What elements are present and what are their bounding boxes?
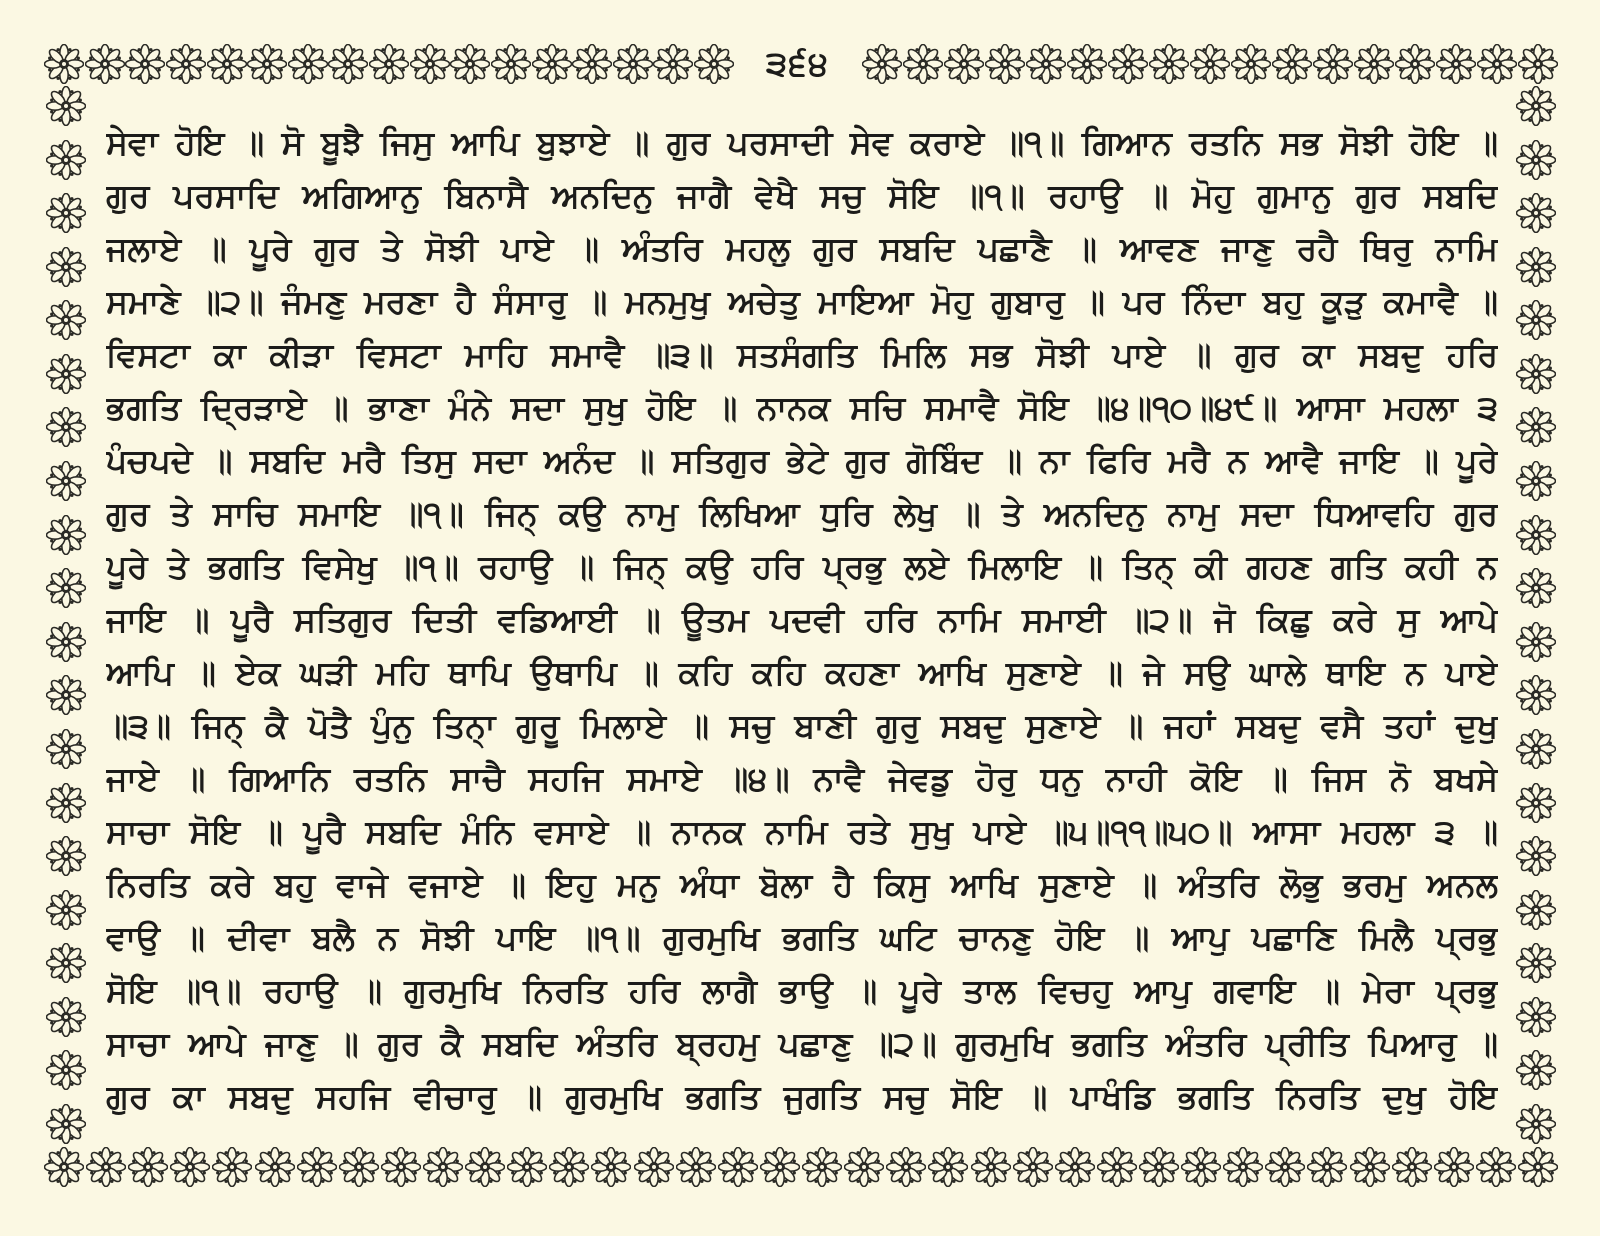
flower-ornament-icon bbox=[985, 44, 1025, 84]
text-line: ॥੩॥ ਜਿਨ੍ ਕੈ ਪੋਤੈ ਪੁੰਨੁ ਤਿਨਾ੍ ਗੁਰੂ ਮਿਲਾਏ ॥ ਸਚੁ ਬਾਣੀ ਗੁਰੁ ਸਬਦੁ ਸੁਣਾਏ ॥ ਜਹਾਂ ਸਬਦੁ ਵਸੈ ਤਹਾਂ ਦੁਖੁ bbox=[106, 706, 1498, 745]
text-line: ਪੰਚਪਦੇ ॥ ਸਬਦਿ ਮਰੈ ਤਿਸੁ ਸਦਾ ਅਨੰਦ ॥ ਸਤਿਗੁਰ ਭੇਟੇ ਗੁਰ ਗੋਬਿੰਦ ॥ ਨਾ ਫਿਰਿ ਮਰੈ ਨ ਆਵੈ ਜਾਇ ॥ ਪੂਰੇ bbox=[106, 441, 1498, 480]
flower-ornament-icon bbox=[1516, 729, 1556, 769]
text-line: ਵਾਉ ॥ ਦੀਵਾ ਬਲੈ ਨ ਸੋਝੀ ਪਾਇ ॥੧॥ ਗੁਰਮੁਖਿ ਭਗਤਿ ਘਟਿ ਚਾਨਣੁ ਹੋਇ ॥ ਆਪੁ ਪਛਾਣਿ ਮਿਲੈ ਪ੍ਰਭੁ bbox=[106, 918, 1498, 957]
flower-ornament-icon bbox=[507, 1147, 547, 1187]
flower-ornament-icon bbox=[676, 1147, 716, 1187]
flower-ornament-icon bbox=[465, 1147, 505, 1187]
flower-ornament-icon bbox=[1395, 44, 1435, 84]
flower-ornament-icon bbox=[903, 44, 943, 84]
flower-ornament-icon bbox=[1516, 675, 1556, 715]
flower-ornament-icon bbox=[255, 1147, 295, 1187]
text-line: ਭਗਤਿ ਦ੍ਰਿੜਾਏ ॥ ਭਾਣਾ ਮੰਨੇ ਸਦਾ ਸੁਖੁ ਹੋਇ ॥ ਨਾਨਕ ਸਚਿ ਸਮਾਵੈ ਸੋਇ ॥੪॥੧੦॥੪੯॥ ਆਸਾ ਮਹਲਾ ੩ bbox=[106, 388, 1498, 427]
flower-ornament-icon bbox=[862, 44, 902, 84]
flower-ornament-icon bbox=[532, 44, 572, 84]
flower-ornament-icon bbox=[46, 193, 86, 233]
flower-ornament-icon bbox=[1516, 354, 1556, 394]
flower-ornament-icon bbox=[44, 44, 84, 84]
flower-ornament-icon bbox=[1516, 515, 1556, 555]
flower-ornament-icon bbox=[1516, 86, 1556, 126]
flower-ornament-icon bbox=[46, 515, 86, 555]
flower-ornament-icon bbox=[1516, 568, 1556, 608]
flower-ornament-icon bbox=[46, 943, 86, 983]
flower-ornament-icon bbox=[1516, 140, 1556, 180]
text-line: ਸੋਇ ॥੧॥ ਰਹਾਉ ॥ ਗੁਰਮੁਖਿ ਨਿਰਤਿ ਹਰਿ ਲਾਗੈ ਭਾਉ ॥ ਪੂਰੇ ਤਾਲ ਵਿਚਹੁ ਆਪੁ ਗਵਾਇ ॥ ਮੇਰਾ ਪ੍ਰਭੁ bbox=[106, 971, 1498, 1010]
flower-ornament-icon bbox=[1392, 1147, 1432, 1187]
flower-ornament-icon bbox=[1190, 44, 1230, 84]
text-line: ਗੁਰ ਕਾ ਸਬਦੁ ਸਹਜਿ ਵੀਚਾਰੁ ॥ ਗੁਰਮੁਖਿ ਭਗਤਿ ਜੁਗਤਿ ਸਚੁ ਸੋਇ ॥ ਪਾਖੰਡਿ ਭਗਤਿ ਨਿਰਤਿ ਦੁਖੁ ਹੋਇ bbox=[106, 1077, 1498, 1116]
flower-ornament-icon bbox=[971, 1147, 1011, 1187]
page-number: ੩੬੪ bbox=[765, 44, 831, 84]
flower-ornament-icon bbox=[802, 1147, 842, 1187]
flower-ornament-icon bbox=[1354, 44, 1394, 84]
flower-ornament-icon bbox=[46, 247, 86, 287]
text-line: ਸਾਚਾ ਸੋਇ ॥ ਪੂਰੈ ਸਬਦਿ ਮੰਨਿ ਵਸਾਏ ॥ ਨਾਨਕ ਨਾਮਿ ਰਤੇ ਸੁਖੁ ਪਾਏ ॥੫॥੧੧॥੫੦॥ ਆਸਾ ਮਹਲਾ ੩ ॥ bbox=[106, 812, 1498, 851]
flower-ornament-icon bbox=[1516, 247, 1556, 287]
flower-ornament-icon bbox=[1434, 1147, 1474, 1187]
flower-ornament-icon bbox=[1516, 836, 1556, 876]
flower-ornament-icon bbox=[170, 1147, 210, 1187]
flower-ornament-icon bbox=[46, 140, 86, 180]
flower-ornament-icon bbox=[328, 44, 368, 84]
flower-ornament-icon bbox=[1149, 44, 1189, 84]
flower-ornament-icon bbox=[1097, 1147, 1137, 1187]
flower-ornament-icon bbox=[1516, 890, 1556, 930]
flower-ornament-icon bbox=[1516, 407, 1556, 447]
flower-ornament-icon bbox=[1307, 1147, 1347, 1187]
text-line: ਸਾਚਾ ਆਪੇ ਜਾਣੁ ॥ ਗੁਰ ਕੈ ਸਬਦਿ ਅੰਤਰਿ ਬ੍ਰਹਮੁ ਪਛਾਣੁ ॥੨॥ ਗੁਰਮੁਖਿ ਭਗਤਿ ਅੰਤਰਿ ਪ੍ਰੀਤਿ ਪਿਆਰੁ ॥ bbox=[106, 1024, 1498, 1063]
flower-ornament-icon bbox=[46, 622, 86, 662]
flower-ornament-icon bbox=[46, 1104, 86, 1144]
text-line: ਜਾਇ ॥ ਪੂਰੈ ਸਤਿਗੁਰ ਦਿਤੀ ਵਡਿਆਈ ॥ ਊਤਮ ਪਦਵੀ ਹਰਿ ਨਾਮਿ ਸਮਾਈ ॥੨॥ ਜੋ ਕਿਛੁ ਕਰੇ ਸੁ ਆਪੇ bbox=[106, 600, 1498, 639]
flower-ornament-icon bbox=[1265, 1147, 1305, 1187]
flower-ornament-icon bbox=[86, 1147, 126, 1187]
flower-ornament-icon bbox=[46, 300, 86, 340]
flower-ornament-icon bbox=[44, 1147, 84, 1187]
gurbani-text-block bbox=[106, 116, 1498, 1116]
flower-ornament-icon bbox=[125, 44, 165, 84]
flower-ornament-icon bbox=[207, 44, 247, 84]
flower-ornament-icon bbox=[46, 86, 86, 126]
ornamental-border-left bbox=[44, 86, 88, 1144]
flower-ornament-icon bbox=[549, 1147, 589, 1187]
flower-ornament-icon bbox=[46, 783, 86, 823]
flower-ornament-icon bbox=[1516, 1050, 1556, 1090]
flower-ornament-icon bbox=[591, 1147, 631, 1187]
flower-ornament-icon bbox=[46, 1050, 86, 1090]
flower-ornament-icon bbox=[46, 461, 86, 501]
flower-ornament-icon bbox=[46, 997, 86, 1037]
flower-ornament-icon bbox=[46, 407, 86, 447]
flower-ornament-icon bbox=[46, 354, 86, 394]
flower-ornament-icon bbox=[46, 836, 86, 876]
flower-ornament-icon bbox=[46, 890, 86, 930]
flower-ornament-icon bbox=[1181, 1147, 1221, 1187]
text-line: ਜਲਾਏ ॥ ਪੂਰੇ ਗੁਰ ਤੇ ਸੋਝੀ ਪਾਏ ॥ ਅੰਤਰਿ ਮਹਲੁ ਗੁਰ ਸਬਦਿ ਪਛਾਣੈ ॥ ਆਵਣ ਜਾਣੁ ਰਹੈ ਥਿਰੁ ਨਾਮਿ bbox=[106, 229, 1498, 268]
flower-ornament-icon bbox=[1067, 44, 1107, 84]
flower-ornament-icon bbox=[1476, 1147, 1516, 1187]
flower-ornament-icon bbox=[212, 1147, 252, 1187]
flower-ornament-icon bbox=[450, 44, 490, 84]
text-line: ਸੇਵਾ ਹੋਇ ॥ ਸੋ ਬੂਝੈ ਜਿਸੁ ਆਪਿ ਬੁਝਾਏ ॥ ਗੁਰ ਪਰਸਾਦੀ ਸੇਵ ਕਰਾਏ ॥੧॥ ਗਿਆਨ ਰਤਨਿ ਸਭ ਸੋਝੀ ਹੋਇ ॥ bbox=[106, 123, 1498, 162]
flower-ornament-icon bbox=[46, 568, 86, 608]
text-line: ਗੁਰ ਤੇ ਸਾਚਿ ਸਮਾਇ ॥੧॥ ਜਿਨ੍ ਕਉ ਨਾਮੁ ਲਿਖਿਆ ਧੁਰਿ ਲੇਖੁ ॥ ਤੇ ਅਨਦਿਨੁ ਨਾਮੁ ਸਦਾ ਧਿਆਵਹਿ ਗੁਰ bbox=[106, 494, 1498, 533]
ornamental-border-top-left bbox=[44, 42, 734, 86]
ornamental-border-bottom bbox=[44, 1144, 1558, 1190]
flower-ornament-icon bbox=[1516, 1104, 1556, 1144]
flower-ornament-icon bbox=[1516, 300, 1556, 340]
flower-ornament-icon bbox=[1313, 44, 1353, 84]
flower-ornament-icon bbox=[1272, 44, 1312, 84]
flower-ornament-icon bbox=[1518, 44, 1558, 84]
flower-ornament-icon bbox=[1139, 1147, 1179, 1187]
flower-ornament-icon bbox=[410, 44, 450, 84]
flower-ornament-icon bbox=[339, 1147, 379, 1187]
text-line: ਸਮਾਣੇ ॥੨॥ ਜੰਮਣੁ ਮਰਣਾ ਹੈ ਸੰਸਾਰੁ ॥ ਮਨਮੁਖੁ ਅਚੇਤੁ ਮਾਇਆ ਮੋਹੁ ਗੁਬਾਰੁ ॥ ਪਰ ਨਿੰਦਾ ਬਹੁ ਕੂੜੁ ਕਮਾਵੈ ॥ bbox=[106, 282, 1498, 321]
flower-ornament-icon bbox=[886, 1147, 926, 1187]
flower-ornament-icon bbox=[46, 675, 86, 715]
flower-ornament-icon bbox=[491, 44, 531, 84]
flower-ornament-icon bbox=[1516, 997, 1556, 1037]
flower-ornament-icon bbox=[1026, 44, 1066, 84]
flower-ornament-icon bbox=[1516, 783, 1556, 823]
flower-ornament-icon bbox=[944, 44, 984, 84]
ornamental-border-top-right bbox=[862, 42, 1558, 86]
flower-ornament-icon bbox=[844, 1147, 884, 1187]
flower-ornament-icon bbox=[718, 1147, 758, 1187]
flower-ornament-icon bbox=[128, 1147, 168, 1187]
text-line: ਪੂਰੇ ਤੇ ਭਗਤਿ ਵਿਸੇਖੁ ॥੧॥ ਰਹਾਉ ॥ ਜਿਨ੍ ਕਉ ਹਰਿ ਪ੍ਰਭੁ ਲਏ ਮਿਲਾਇ ॥ ਤਿਨ੍ ਕੀ ਗਹਣ ਗਤਿ ਕਹੀ ਨ bbox=[106, 547, 1498, 586]
flower-ornament-icon bbox=[1518, 1147, 1558, 1187]
flower-ornament-icon bbox=[1350, 1147, 1390, 1187]
flower-ornament-icon bbox=[1013, 1147, 1053, 1187]
flower-ornament-icon bbox=[297, 1147, 337, 1187]
flower-ornament-icon bbox=[1231, 44, 1271, 84]
flower-ornament-icon bbox=[613, 44, 653, 84]
flower-ornament-icon bbox=[85, 44, 125, 84]
text-line: ਆਪਿ ॥ ਏਕ ਘੜੀ ਮਹਿ ਥਾਪਿ ਉਥਾਪਿ ॥ ਕਹਿ ਕਹਿ ਕਹਣਾ ਆਖਿ ਸੁਣਾਏ ॥ ਜੇ ਸਉ ਘਾਲੇ ਥਾਇ ਨ ਪਾਏ bbox=[106, 653, 1498, 692]
flower-ornament-icon bbox=[1223, 1147, 1263, 1187]
text-line: ਨਿਰਤਿ ਕਰੇ ਬਹੁ ਵਾਜੇ ਵਜਾਏ ॥ ਇਹੁ ਮਨੁ ਅੰਧਾ ਬੋਲਾ ਹੈ ਕਿਸੁ ਆਖਿ ਸੁਣਾਏ ॥ ਅੰਤਰਿ ਲੋਭੁ ਭਰਮੁ ਅਨਲ bbox=[106, 865, 1498, 904]
flower-ornament-icon bbox=[381, 1147, 421, 1187]
flower-ornament-icon bbox=[1516, 622, 1556, 662]
flower-ornament-icon bbox=[1108, 44, 1148, 84]
flower-ornament-icon bbox=[1055, 1147, 1095, 1187]
flower-ornament-icon bbox=[1516, 193, 1556, 233]
flower-ornament-icon bbox=[1436, 44, 1476, 84]
flower-ornament-icon bbox=[247, 44, 287, 84]
flower-ornament-icon bbox=[369, 44, 409, 84]
flower-ornament-icon bbox=[1516, 461, 1556, 501]
flower-ornament-icon bbox=[760, 1147, 800, 1187]
flower-ornament-icon bbox=[634, 1147, 674, 1187]
text-line: ਗੁਰ ਪਰਸਾਦਿ ਅਗਿਆਨੁ ਬਿਨਾਸੈ ਅਨਦਿਨੁ ਜਾਗੈ ਵੇਖੈ ਸਚੁ ਸੋਇ ॥੧॥ ਰਹਾਉ ॥ ਮੋਹੁ ਗੁਮਾਨੁ ਗੁਰ ਸਬਦਿ bbox=[106, 176, 1498, 215]
flower-ornament-icon bbox=[572, 44, 612, 84]
text-line: ਜਾਏ ॥ ਗਿਆਨਿ ਰਤਨਿ ਸਾਚੈ ਸਹਜਿ ਸਮਾਏ ॥੪॥ ਨਾਵੈ ਜੇਵਡੁ ਹੋਰੁ ਧਨੁ ਨਾਹੀ ਕੋਇ ॥ ਜਿਸ ਨੋ ਬਖਸੇ bbox=[106, 759, 1498, 798]
flower-ornament-icon bbox=[653, 44, 693, 84]
flower-ornament-icon bbox=[423, 1147, 463, 1187]
flower-ornament-icon bbox=[288, 44, 328, 84]
flower-ornament-icon bbox=[46, 729, 86, 769]
text-line: ਵਿਸਟਾ ਕਾ ਕੀੜਾ ਵਿਸਟਾ ਮਾਹਿ ਸਮਾਵੈ ॥੩॥ ਸਤਸੰਗਤਿ ਮਿਲਿ ਸਭ ਸੋਝੀ ਪਾਏ ॥ ਗੁਰ ਕਾ ਸਬਦੁ ਹਰਿ bbox=[106, 335, 1498, 374]
flower-ornament-icon bbox=[1477, 44, 1517, 84]
flower-ornament-icon bbox=[1516, 943, 1556, 983]
ornamental-border-right bbox=[1514, 86, 1558, 1144]
flower-ornament-icon bbox=[928, 1147, 968, 1187]
flower-ornament-icon bbox=[166, 44, 206, 84]
flower-ornament-icon bbox=[694, 44, 734, 84]
